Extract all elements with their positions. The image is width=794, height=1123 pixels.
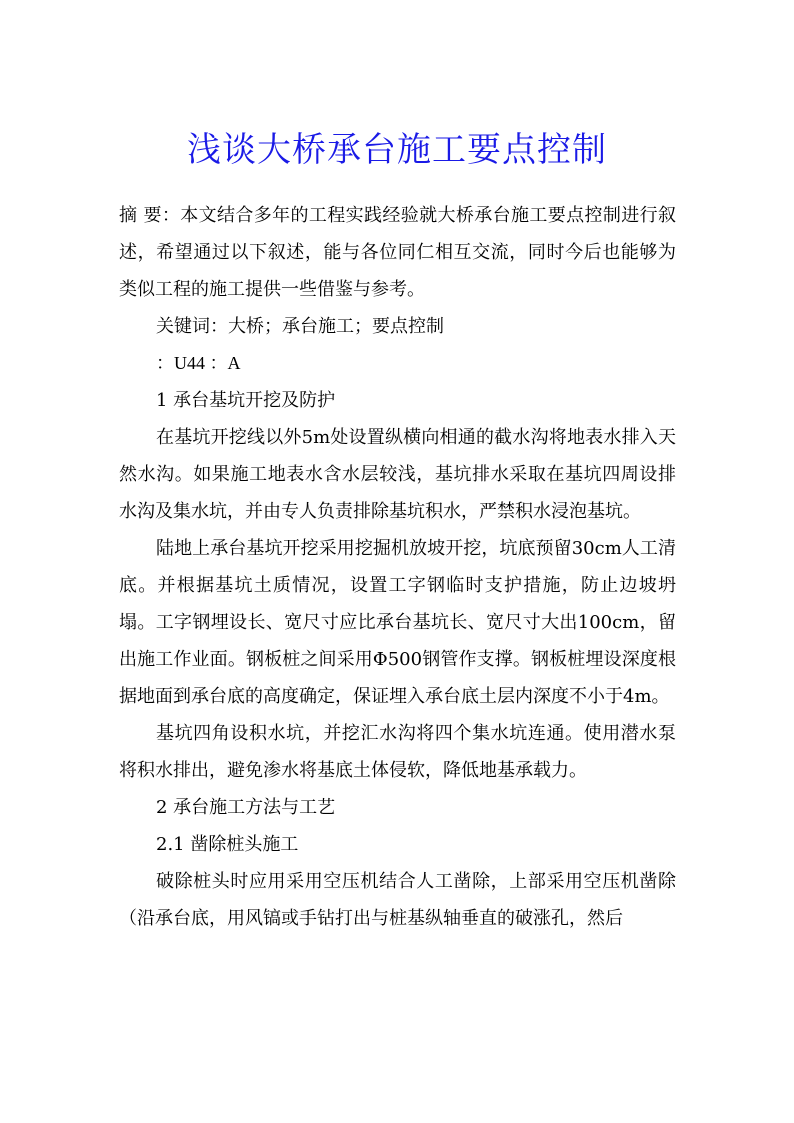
section-2-1-heading: 2.1 凿除桩头施工	[156, 834, 299, 855]
section-1-heading: 1 承台基坑开挖及防护	[156, 390, 336, 411]
section-1-paragraph-2: 陆地上承台基坑开挖采用挖掘机放坡开挖，坑底预留30cm人工清底。并根据基坑土质情况，设置工字钢临时支护措施，防止边坡坍塌。工字钢埋设长、宽尺寸应比承台基坑长、宽尺寸大出100cm，留出施工作业面。钢板桩之间采用Φ500钢管作支撑。钢板桩埋设深度根据地面到承台底的高度确定，保证埋入承台底土层内深度不小于4m。	[119, 538, 676, 707]
section-2-heading: 2 承台施工方法与工艺	[156, 797, 336, 818]
abstract-paragraph: 摘 要：本文结合多年的工程实践经验就大桥承台施工要点控制进行叙述，希望通过以下叙述，能与各位同仁相互交流，同时今后也能够为类似工程的施工提供一些借鉴与参考。	[119, 205, 676, 300]
document-title: 浅谈大桥承台施工要点控制	[187, 130, 607, 170]
classification-line: ：U44 ：A	[156, 353, 241, 373]
keywords-line: 关键词：大桥；承台施工；要点控制	[156, 316, 444, 337]
document-body	[119, 197, 676, 937]
section-1-paragraph-1: 在基坑开挖线以外5m处设置纵横向相通的截水沟将地表水排入天然水沟。如果施工地表水含水层较浅，基坑排水采取在基坑四周设排水沟及集水坑，并由专人负责排除基坑积水，严禁积水浸泡基坑。	[119, 427, 676, 522]
section-2-1-paragraph-1: 破除桩头时应用采用空压机结合人工凿除，上部采用空压机凿除（沿承台底，用风镐或手钻打出与桩基纵轴垂直的破涨孔，然后	[119, 871, 676, 929]
section-1-paragraph-3: 基坑四角设积水坑，并挖汇水沟将四个集水坑连通。使用潜水泵将积水排出，避免渗水将基底土体侵软，降低地基承载力。	[119, 723, 676, 781]
